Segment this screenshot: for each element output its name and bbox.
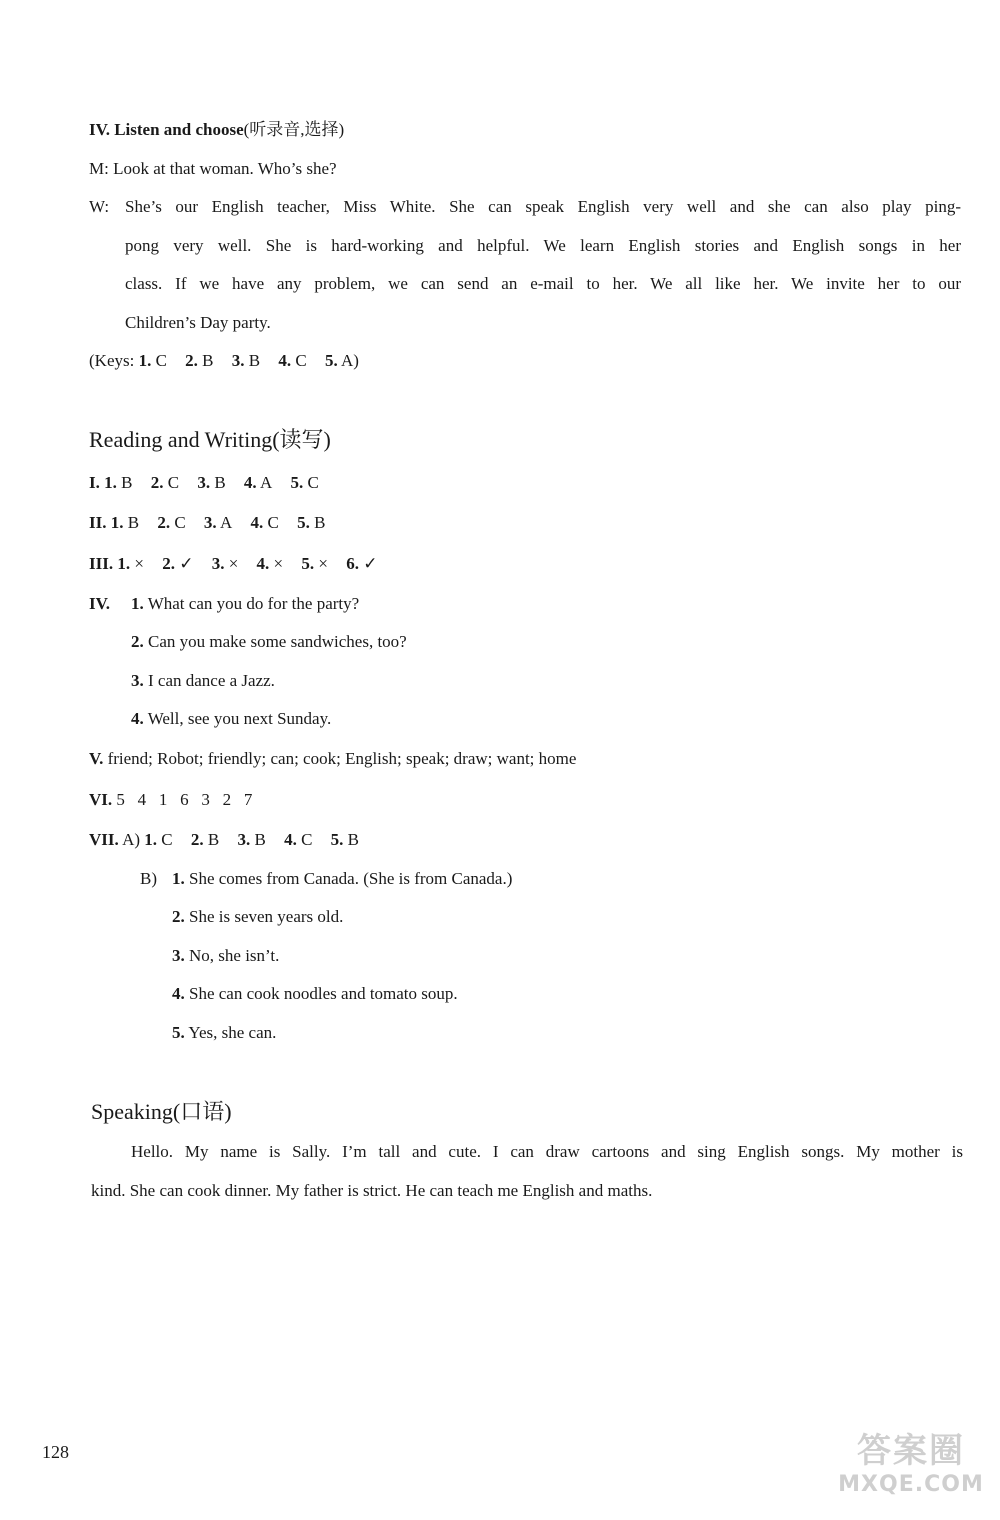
item-answer: B [314,513,326,532]
item-answer: B [121,473,133,492]
dialogue-w-line: She’s our English teacher, Miss White. She can speak English very well and she can also play ping- [125,197,961,216]
item-number: 5. [297,513,310,532]
dialogue-w-line: pong very well. She is hard-working and helpful. We learn English stories and English songs in her [125,235,961,255]
speaking-paragraph [91,1133,963,1210]
listening-heading [89,119,344,141]
item-answer: B [207,830,220,849]
dialogue-text-w [125,188,961,342]
item-number: 4. [250,513,264,532]
section-number: III. [89,554,114,573]
speaker-m: M: [89,159,109,178]
item-answer: A [259,473,273,492]
item-number: 4. [131,709,144,728]
item-answer: × [318,554,328,573]
item-number: 2. [190,830,204,849]
section-4-number: IV. [89,594,110,613]
section-4-item [131,670,275,692]
item-answer: B [347,830,359,849]
item-answer: × [273,554,284,573]
item-number: 6. [346,554,359,573]
item-text: Can you make some sandwiches, too? [148,632,407,651]
dialogue-line-m [89,158,337,180]
item-answer: ✓ [179,554,194,573]
item-number: 2. [150,473,164,492]
part-b-label: B) [140,869,157,888]
item-number: 4. [172,984,185,1003]
watermark-bottom-text: MXQE.COM [838,1472,984,1497]
key-answer: C [155,351,167,370]
key-number: 3. [231,351,245,370]
part-b-item [172,906,343,928]
key-number: 5. [324,351,338,370]
item-number: 3. [172,946,185,965]
item-number: 4. [243,473,257,492]
item-number: 1. [110,513,124,532]
listening-keys [89,350,359,372]
item-number: 1. [131,594,144,613]
section-5-words: friend; Robot; friendly; can; cook; English; speak; draw; want; home [107,749,577,768]
item-number: 2. [162,554,175,573]
item-answer: C [267,513,279,532]
key-answer: A) [341,351,359,370]
item-number: 5. [301,554,315,573]
part-label: A) [122,830,141,849]
item-number: 3. [203,513,217,532]
item-number: 2. [172,907,185,926]
key-answer: B [248,351,261,370]
item-number: 3. [197,473,211,492]
item-number: 1. [104,473,117,492]
section-5-answers [89,748,576,770]
item-number: 3. [131,671,144,690]
section-number: VII. [89,830,119,849]
item-answer: C [167,473,180,492]
item-text: Well, see you next Sunday. [147,709,332,728]
item-answer: B [214,473,226,492]
key-answer: B [202,351,214,370]
section-number: I. [89,473,100,492]
item-answer: C [174,513,186,532]
item-answer: C [307,473,319,492]
dialogue-w-line: Children’s Day party. [125,312,271,332]
item-number: 1. [144,830,158,849]
item-answer: × [228,554,239,573]
part-b-item [172,945,279,967]
item-number: 2. [131,632,144,651]
section-4-item [131,593,359,615]
item-number: 5. [330,830,344,849]
section-6-answers [89,789,252,811]
speaker-w: W: [89,197,110,216]
item-text: What can you do for the party? [147,594,360,613]
listening-heading-cn: (听录音,选择) [243,120,345,139]
listening-heading-num: IV. [89,120,110,139]
speaking-line: kind. She can cook dinner. My father is strict. He can teach me English and maths. [91,1180,653,1200]
keys-prefix: (Keys: [89,351,135,370]
item-text: She is seven years old. [189,907,344,926]
item-text: Yes, she can. [188,1023,277,1042]
page-number: 128 [42,1442,69,1462]
item-number: 1. [117,554,131,573]
part-b-item [172,1022,276,1044]
item-answer: A [219,513,233,532]
item-number: 1. [172,869,185,888]
part-b-item [172,868,512,890]
key-number: 4. [278,351,292,370]
dialogue-w-line: class. If we have any problem, we can send an e-mail to her. We all like her. We invite her to our [125,274,961,293]
section-2-answers [89,512,325,534]
item-number: 3. [211,554,225,573]
part-b-item [172,983,458,1005]
key-answer: C [295,351,307,370]
watermark-logo [836,1430,986,1508]
item-number: 4. [284,830,297,849]
item-text: I can dance a Jazz. [148,671,275,690]
section-7-part-a [89,829,359,851]
watermark-top-text: 答案圈 [857,1431,965,1471]
listening-heading-text: Listen and choose [114,120,244,139]
speaking-heading: Speaking(口语) [91,1099,232,1124]
key-number: 2. [185,351,198,370]
section-number: II. [89,513,107,532]
item-answer: B [127,513,140,532]
item-number: 5. [172,1023,185,1042]
section-6-order: 5 4 1 6 3 2 7 [116,790,253,809]
item-number: 3. [237,830,251,849]
section-3-answers [89,553,377,575]
item-answer: B [254,830,266,849]
item-answer: × [134,554,144,573]
item-answer: C [301,830,313,849]
item-number: 2. [157,513,171,532]
section-4-item [131,631,407,653]
key-number: 1. [138,351,152,370]
section-number: VI. [89,790,113,809]
section-number: V. [89,749,104,768]
section-4-item [131,708,331,730]
item-number: 5. [290,473,304,492]
dialogue-text-m: Look at that woman. Who’s she? [113,159,337,178]
section-1-answers [89,472,319,494]
item-answer: C [161,830,173,849]
item-text: She can cook noodles and tomato soup. [189,984,458,1003]
item-text: No, she isn’t. [189,946,280,965]
item-text: She comes from Canada. (She is from Canada.) [189,869,513,888]
speaking-line: Hello. My name is Sally. I’m tall and cute. I can draw cartoons and sing English songs. My mother is [131,1142,963,1161]
item-number: 4. [256,554,270,573]
item-answer: ✓ [363,554,378,573]
reading-writing-heading: Reading and Writing(读写) [89,427,331,452]
